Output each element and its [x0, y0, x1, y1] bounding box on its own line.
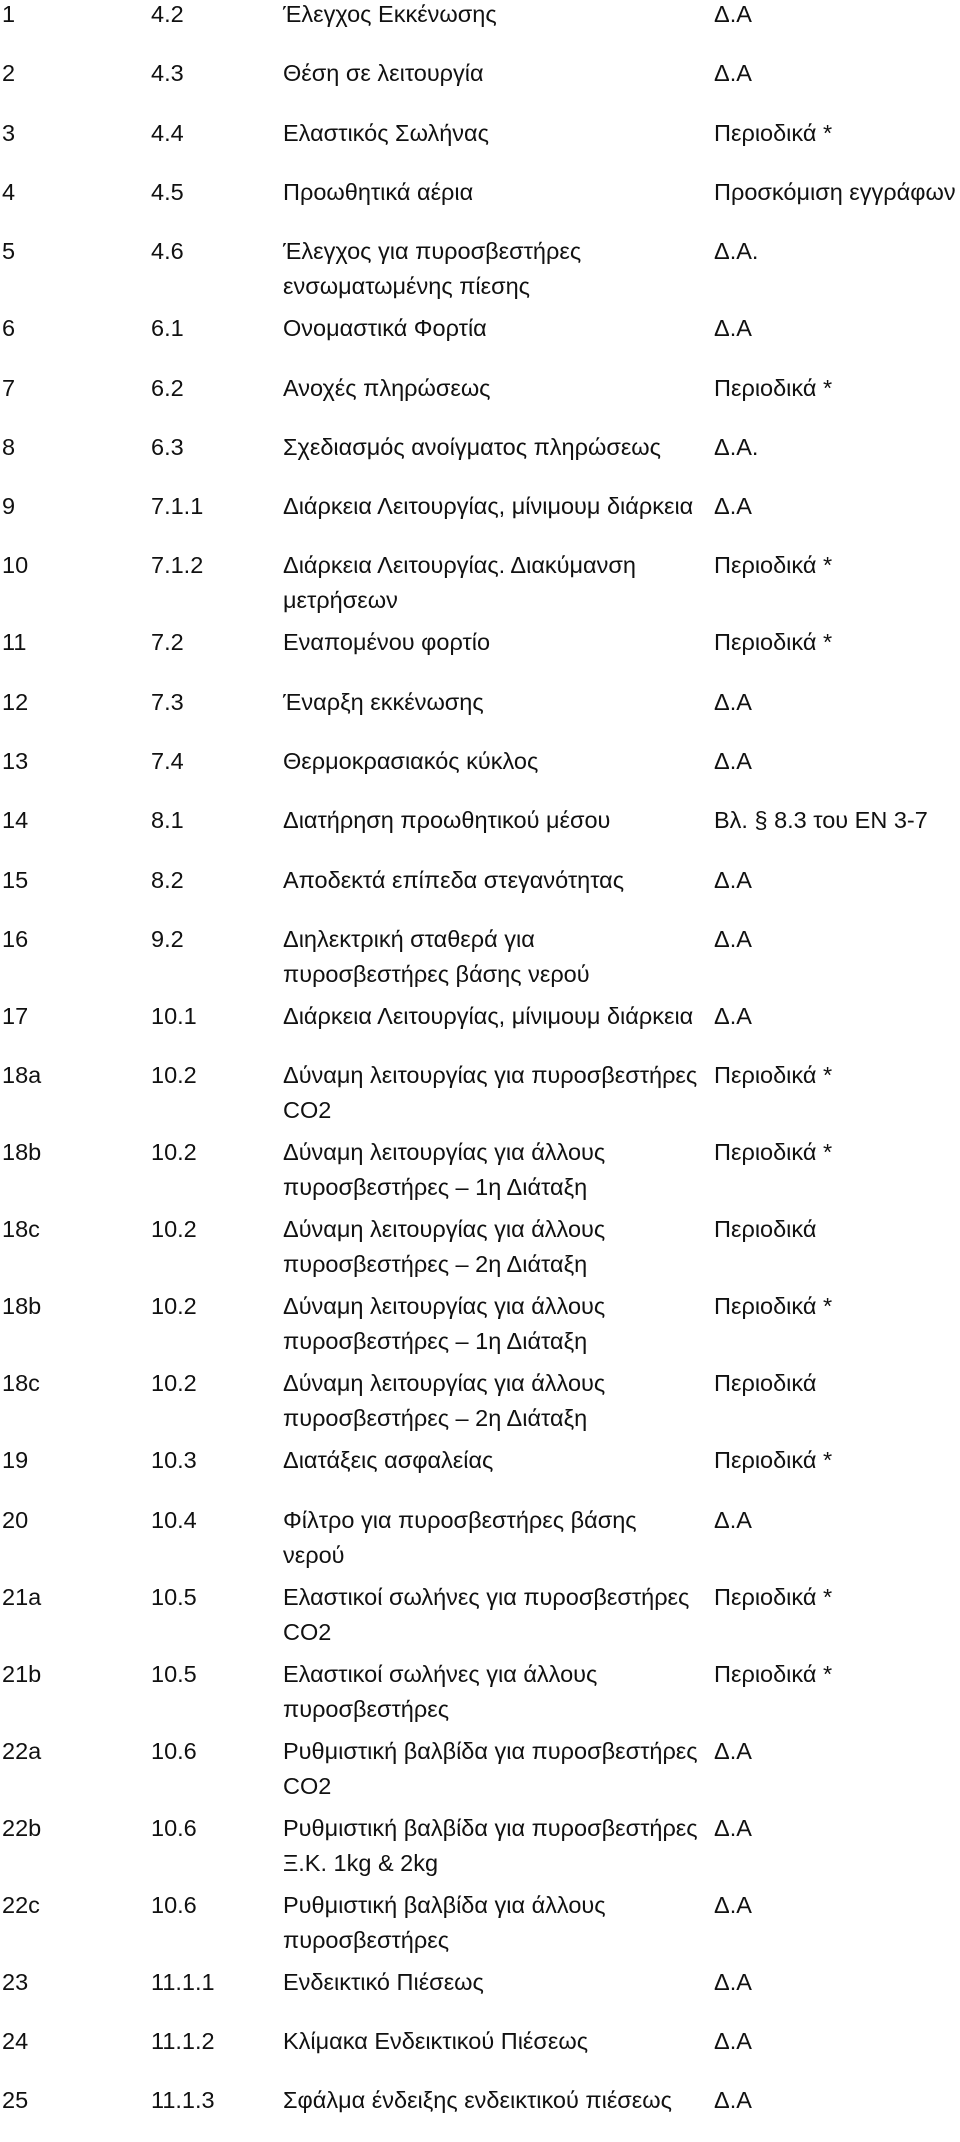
test-requirement: Περιοδικά *	[714, 374, 833, 401]
test-description: Σχεδιασμός ανοίγματος πληρώσεως	[283, 433, 661, 460]
test-description: Αποδεκτά επίπεδα στεγανότητας	[283, 866, 625, 893]
test-requirement: Βλ. § 8.3 του ΕΝ 3-7	[714, 807, 928, 834]
row-number: 6	[2, 315, 16, 342]
test-requirement: Περιοδικά	[714, 1370, 817, 1397]
row-number: 18b	[2, 1293, 42, 1320]
test-requirement: Δ.Α	[714, 688, 752, 715]
clause-reference: 10.5	[151, 1660, 197, 1687]
test-description: Διατήρηση προωθητικού μέσου	[283, 807, 611, 834]
clause-reference: 7.3	[151, 688, 184, 715]
table-row-13	[0, 744, 960, 803]
row-number: 21b	[2, 1660, 42, 1687]
clause-reference: 10.6	[151, 1814, 197, 1841]
row-number: 1	[2, 1, 16, 27]
test-description: Δύναμη λειτουργίας για άλλους πυροσβεστήρες – 1η Διάταξη	[283, 1139, 606, 1201]
clause-reference: 6.3	[151, 433, 184, 460]
clause-reference: 11.1.2	[151, 2027, 215, 2054]
row-number: 18a	[2, 1062, 42, 1089]
table-row-20	[0, 1212, 960, 1289]
test-requirement: Δ.Α	[714, 748, 752, 774]
test-description: Ελαστικοί σωλήνες για άλλους πυροσβεστήρες	[283, 1660, 598, 1722]
row-number: 23	[2, 1968, 29, 1995]
test-requirement: Περιοδικά *	[714, 1447, 833, 1474]
test-requirement: Περιοδικά *	[714, 1583, 833, 1610]
test-description: Προωθητικά αέρια	[283, 178, 474, 205]
table-row-15	[0, 863, 960, 922]
table-row-18	[0, 1058, 960, 1135]
clause-reference: 10.2	[151, 1062, 197, 1089]
test-requirement: Δ.Α	[714, 1891, 752, 1918]
test-requirement: Περιοδικά *	[714, 1293, 833, 1320]
test-requirement: Δ.Α	[714, 1506, 752, 1533]
row-number: 7	[2, 374, 16, 401]
test-description: Δύναμη λειτουργίας για πυροσβεστήρες CO2	[283, 1062, 698, 1124]
table-row-23	[0, 1443, 960, 1502]
clause-reference: 10.2	[151, 1216, 197, 1243]
test-description: Έλεγχος Εκκένωσης	[283, 1, 497, 27]
row-number: 22b	[2, 1814, 42, 1841]
test-description: Έναρξη εκκένωσης	[283, 688, 484, 715]
test-requirement: Δ.Α	[714, 866, 752, 893]
test-requirement: Δ.Α	[714, 1737, 752, 1764]
test-description: Ανοχές πληρώσεως	[283, 374, 491, 401]
test-requirement: Δ.Α	[714, 2087, 752, 2114]
table-row-10	[0, 548, 960, 625]
row-number: 18c	[2, 1370, 40, 1397]
test-description: Δύναμη λειτουργίας για άλλους πυροσβεστήρες – 2η Διάταξη	[283, 1370, 606, 1432]
row-number: 8	[2, 433, 16, 460]
clause-reference: 4.5	[151, 178, 184, 205]
clause-reference: 7.2	[151, 629, 184, 656]
test-requirement: Περιοδικά *	[714, 1139, 833, 1166]
table-row-12	[0, 685, 960, 744]
clause-reference: 10.3	[151, 1447, 197, 1474]
clause-reference: 10.5	[151, 1583, 197, 1610]
table-row-32	[0, 2083, 960, 2142]
row-number: 19	[2, 1447, 29, 1474]
test-requirement: Περιοδικά *	[714, 552, 833, 579]
test-description: Ρυθμιστική βαλβίδα για άλλους πυροσβεστήρες	[283, 1891, 606, 1953]
clause-reference: 11.1.3	[151, 2087, 215, 2114]
clause-reference: 6.2	[151, 374, 184, 401]
clause-reference: 4.6	[151, 238, 184, 265]
table-row-14	[0, 803, 960, 862]
table-row-2	[0, 56, 960, 115]
row-number: 17	[2, 1002, 29, 1029]
clause-reference: 9.2	[151, 925, 184, 952]
row-number: 9	[2, 493, 16, 520]
table-row-9	[0, 489, 960, 548]
test-requirement: Δ.Α.	[714, 433, 759, 460]
clause-reference: 10.2	[151, 1370, 197, 1397]
test-description: Εναπομένου φορτίο	[283, 629, 491, 656]
test-requirement: Περιοδικά	[714, 1216, 817, 1243]
test-requirement: Περιοδικά *	[714, 629, 833, 656]
row-number: 21a	[2, 1583, 42, 1610]
test-description: Δύναμη λειτουργίας για άλλους πυροσβεστήρες – 2η Διάταξη	[283, 1216, 606, 1278]
test-requirement: Δ.Α	[714, 1, 752, 27]
table-row-7	[0, 371, 960, 430]
table-row-28	[0, 1811, 960, 1888]
table-row-27	[0, 1734, 960, 1811]
row-number: 11	[2, 629, 27, 656]
table-row-8	[0, 430, 960, 489]
test-description: Ελαστικός Σωλήνας	[283, 119, 489, 146]
test-description: Κλίμακα Ενδεικτικού Πιέσεως	[283, 2027, 589, 2054]
table-row-6	[0, 311, 960, 370]
clause-reference: 10.4	[151, 1506, 197, 1533]
table-row-16	[0, 922, 960, 999]
row-number: 24	[2, 2027, 29, 2054]
row-number: 16	[2, 925, 29, 952]
test-requirement: Δ.Α	[714, 1002, 752, 1029]
test-requirement: Περιοδικά *	[714, 1062, 833, 1089]
table-row-11	[0, 625, 960, 684]
test-description: Ονομαστικά Φορτία	[283, 315, 487, 342]
row-number: 18b	[2, 1139, 42, 1166]
clause-reference: 8.2	[151, 866, 184, 893]
test-requirement: Δ.Α	[714, 2027, 752, 2054]
test-requirement: Προσκόμιση εγγράφων	[714, 178, 956, 205]
row-number: 18c	[2, 1216, 40, 1243]
test-description: Διηλεκτρική σταθερά για πυροσβεστήρες βάσης νερού	[283, 925, 590, 987]
table-row-1	[0, 0, 960, 56]
row-number: 20	[2, 1506, 29, 1533]
test-requirement: Δ.Α	[714, 925, 752, 952]
clause-reference: 4.2	[151, 1, 184, 27]
test-description: Ελαστικοί σωλήνες για πυροσβεστήρες CO2	[283, 1583, 690, 1645]
test-description: Ρυθμιστική βαλβίδα για πυροσβεστήρες Ξ.Κ. 1kg & 2kg	[283, 1814, 698, 1876]
test-requirement: Δ.Α.	[714, 238, 759, 265]
clause-reference: 4.3	[151, 60, 184, 87]
row-number: 4	[2, 178, 16, 205]
table-row-5	[0, 234, 960, 311]
table-row-30	[0, 1965, 960, 2024]
test-requirement: Περιοδικά *	[714, 1660, 833, 1687]
clause-reference: 10.2	[151, 1139, 197, 1166]
table-row-4	[0, 175, 960, 234]
table-row-3	[0, 116, 960, 175]
clause-reference: 4.4	[151, 119, 184, 146]
test-description: Διάρκεια Λειτουργίας, μίνιμουμ διάρκεια	[283, 493, 694, 520]
test-requirement: Δ.Α	[714, 315, 752, 342]
clause-reference: 6.1	[151, 315, 184, 342]
clause-reference: 11.1.1	[151, 1968, 215, 1995]
table-row-26	[0, 1657, 960, 1734]
test-requirement: Δ.Α	[714, 1814, 752, 1841]
clause-reference: 10.2	[151, 1293, 197, 1320]
table-row-19	[0, 1135, 960, 1212]
row-number: 2	[2, 60, 16, 87]
table-row-17	[0, 999, 960, 1058]
table-row-31	[0, 2024, 960, 2083]
test-description: Θέση σε λειτουργία	[283, 60, 484, 87]
test-description: Διάρκεια Λειτουργίας. Διακύμανση μετρήσεων	[283, 552, 636, 614]
test-description: Θερμοκρασιακός κύκλος	[283, 748, 539, 774]
clause-reference: 8.1	[151, 807, 184, 834]
test-description: Διάρκεια Λειτουργίας, μίνιμουμ διάρκεια	[283, 1002, 694, 1029]
row-number: 5	[2, 238, 16, 265]
clause-reference: 7.1.1	[151, 493, 204, 520]
test-description: Φίλτρο για πυροσβεστήρες βάσης νερού	[283, 1506, 637, 1568]
table-row-21	[0, 1289, 960, 1366]
row-number: 22c	[2, 1891, 40, 1918]
test-description: Ρυθμιστική βαλβίδα για πυροσβεστήρες CO2	[283, 1737, 698, 1799]
test-description: Έλεγχος για πυροσβεστήρες ενσωματωμένης πίεσης	[283, 238, 582, 300]
test-requirement: Δ.Α	[714, 493, 752, 520]
table-row-29	[0, 1888, 960, 1965]
row-number: 14	[2, 807, 29, 834]
test-description: Ενδεικτικό Πιέσεως	[283, 1968, 484, 1995]
table-row-25	[0, 1580, 960, 1657]
test-description: Διατάξεις ασφαλείας	[283, 1447, 494, 1474]
test-requirement: Περιοδικά *	[714, 119, 833, 146]
test-requirement: Δ.Α	[714, 1968, 752, 1995]
clause-reference: 7.4	[151, 748, 184, 774]
clause-reference: 10.6	[151, 1891, 197, 1918]
row-number: 13	[2, 748, 29, 774]
test-description: Δύναμη λειτουργίας για άλλους πυροσβεστήρες – 1η Διάταξη	[283, 1293, 606, 1355]
clause-reference: 10.1	[151, 1002, 197, 1029]
row-number: 3	[2, 119, 16, 146]
table-row-22	[0, 1366, 960, 1443]
row-number: 10	[2, 552, 29, 579]
clause-reference: 10.6	[151, 1737, 197, 1764]
row-number: 22a	[2, 1737, 42, 1764]
row-number: 12	[2, 688, 29, 715]
row-number: 15	[2, 866, 29, 893]
row-number: 25	[2, 2087, 29, 2114]
test-description: Σφάλμα ένδειξης ενδεικτικού πιέσεως	[283, 2087, 672, 2114]
clause-reference: 7.1.2	[151, 552, 204, 579]
test-requirement: Δ.Α	[714, 60, 752, 87]
table-row-24	[0, 1503, 960, 1580]
